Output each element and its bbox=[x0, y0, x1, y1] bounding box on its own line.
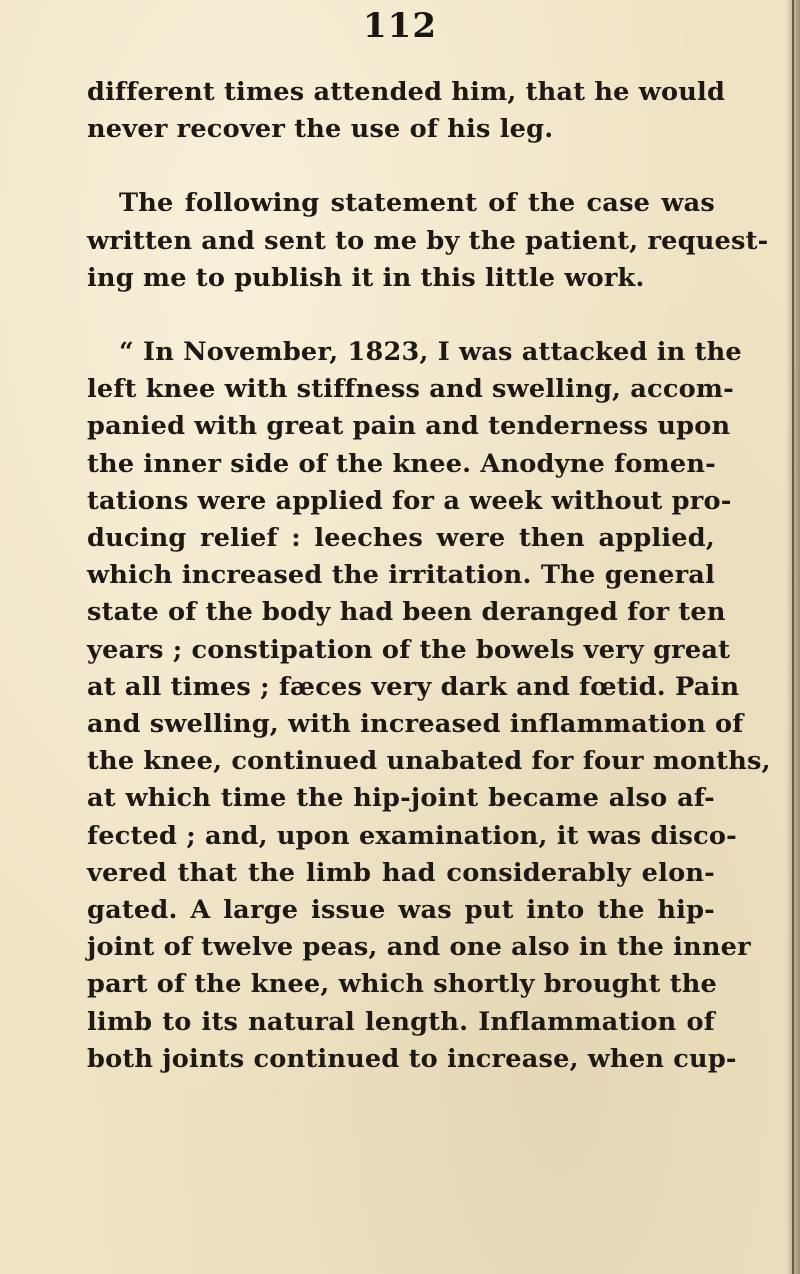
text-line: and swelling, with increased inflammation of bbox=[87, 709, 744, 740]
text-line: ducing relief : leeches were then applied, bbox=[87, 523, 715, 554]
text-line: ing me to publish it in this little work. bbox=[87, 262, 645, 293]
text-line: at which time the hip-joint became also af- bbox=[87, 783, 715, 814]
text-line: fected ; and, upon examination, it was disco- bbox=[87, 820, 738, 851]
text-line: which increased the irritation. The general bbox=[87, 560, 715, 591]
text-line: left knee with stiffness and swelling, accom- bbox=[87, 374, 734, 405]
text-line: never recover the use of his leg. bbox=[87, 114, 554, 145]
text-line: state of the body had been deranged for ten bbox=[87, 597, 726, 628]
text-line: both joints continued to increase, when cup- bbox=[87, 1043, 737, 1074]
text-line: at all times ; fæces very dark and fœtid. Pain bbox=[87, 671, 740, 702]
text-line: joint of twelve peas, and one also in the inner bbox=[87, 932, 751, 963]
body-text bbox=[87, 74, 771, 1078]
text-line: the inner side of the knee. Anodyne fomen- bbox=[87, 448, 716, 479]
text-line: written and sent to me by the patient, request- bbox=[87, 225, 769, 256]
page-number: 112 bbox=[363, 6, 437, 46]
text-line: “ In November, 1823, I was attacked in the bbox=[119, 337, 742, 368]
text-line: vered that the limb had considerably elon- bbox=[87, 857, 715, 888]
text-line: tations were applied for a week without pro- bbox=[87, 485, 732, 516]
text-line: years ; constipation of the bowels very great bbox=[87, 634, 731, 665]
text-line: The following statement of the case was bbox=[119, 188, 715, 219]
text-line: limb to its natural length. Inflammation of bbox=[87, 1006, 715, 1037]
text-line: panied with great pain and tenderness upon bbox=[87, 411, 731, 442]
text-line: gated. A large issue was put into the hip- bbox=[87, 895, 715, 926]
page-edge-line bbox=[792, 0, 794, 1274]
text-line: part of the knee, which shortly brought the bbox=[87, 969, 718, 1000]
text-line: the knee, continued unabated for four months, bbox=[87, 746, 771, 777]
paragraph-gap bbox=[87, 297, 715, 334]
paragraph-gap bbox=[87, 148, 715, 185]
text-line: different times attended him, that he would bbox=[87, 77, 726, 107]
